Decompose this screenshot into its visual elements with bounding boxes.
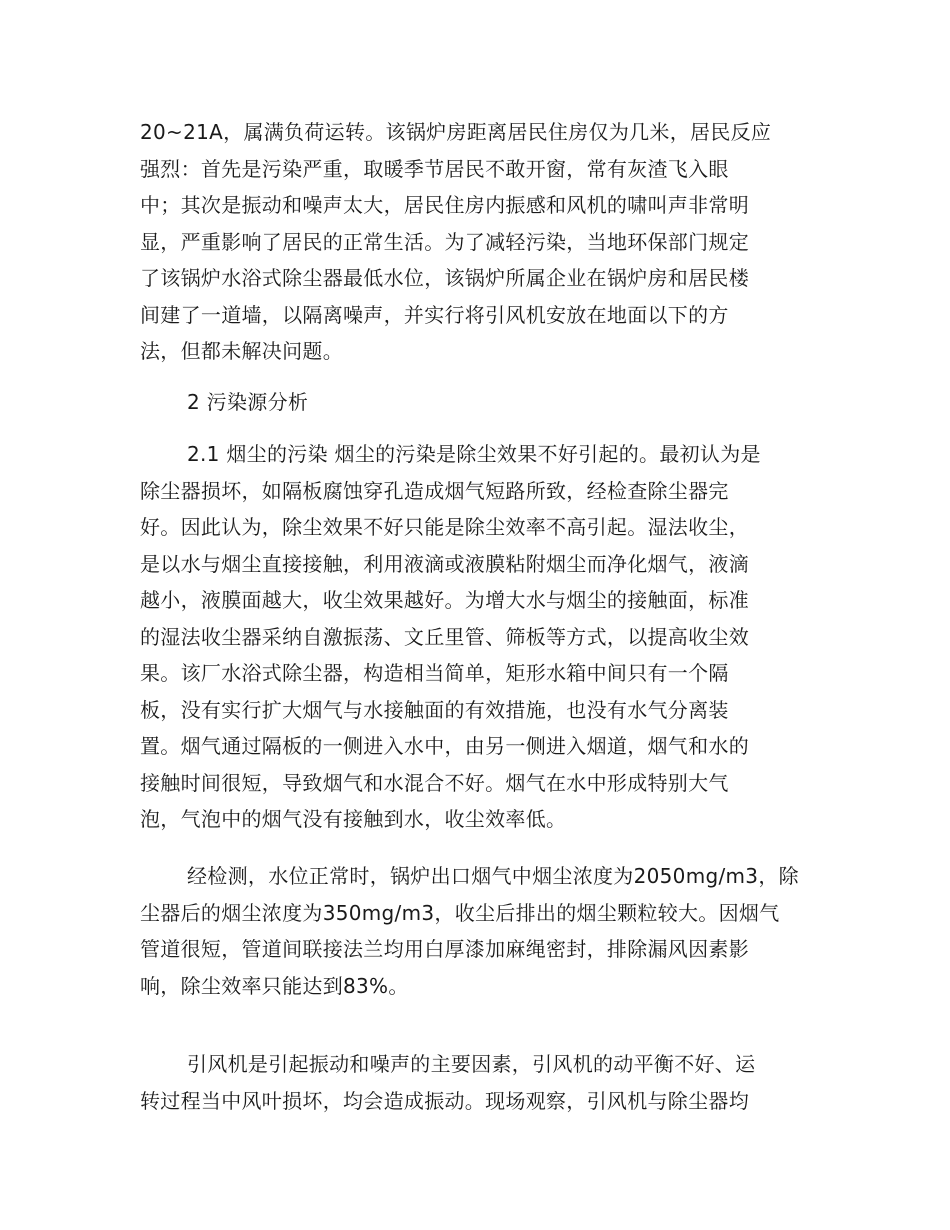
text-line: 经检测，水位正常时，锅炉出口烟气中烟尘浓度为2050mg/m3，除 — [187, 864, 799, 888]
text-line: 越小，液膜面越大，收尘效果越好。为增大水与烟尘的接触面，标准 — [140, 588, 749, 612]
text-line: 显，严重影响了居民的正常生活。为了减轻污染，当地环保部门规定 — [140, 229, 749, 254]
paragraph-boiler-situation — [140, 114, 820, 370]
text-line: 除尘器损坏，如隔板腐蚀穿孔造成烟气短路所致，经检查除尘器完 — [140, 478, 729, 503]
text-line: 法，但都未解决问题。 — [140, 339, 343, 363]
paragraph-measurement — [140, 858, 820, 1004]
text-line: 转过程当中风叶损坏，均会造成振动。现场观察，引风机与除尘器均 — [140, 1088, 749, 1113]
text-line: 管道很短，管道间联接法兰均用白厚漆加麻绳密封，排除漏风因素影 — [140, 937, 749, 961]
text-line: 20~21A，属满负荷运转。该锅炉房距离居民住房仅为几米，居民反应 — [140, 120, 772, 144]
paragraph-fan-vibration — [140, 1046, 820, 1119]
text-line: 2.1 烟尘的污染 烟尘的污染是除尘效果不好引起的。最初认为是 — [187, 442, 761, 466]
text-line: 的湿法收尘器采纳自激振荡、文丘里管、筛板等方式，以提高收尘效 — [140, 624, 749, 649]
text-line: 是以水与烟尘直接接触，利用液滴或液膜粘附烟尘而净化烟气，液滴 — [140, 551, 749, 576]
text-line: 泡，气泡中的烟气没有接触到水，收尘效率低。 — [140, 807, 567, 831]
text-line: 中；其次是振动和噪声太大，居民住房内振感和风机的啸叫声非常明 — [140, 193, 749, 217]
text-line: 置。烟气通过隔板的一侧进入水中，由另一侧进入烟道，烟气和水的 — [140, 734, 749, 758]
section-heading — [140, 384, 820, 421]
text-line: 强烈：首先是污染严重，取暖季节居民不敢开窗，常有灰渣飞入眼 — [140, 156, 729, 181]
heading-text: 2 污染源分析 — [187, 390, 309, 414]
text-line: 引风机是引起振动和噪声的主要因素，引风机的动平衡不好、运 — [187, 1052, 756, 1076]
paragraph-dust-pollution — [140, 436, 820, 838]
text-line: 尘器后的烟尘浓度为350mg/m3，收尘后排出的烟尘颗粒较大。因烟气 — [140, 900, 780, 925]
text-line: 接触时间很短，导致烟气和水混合不好。烟气在水中形成特别大气 — [140, 770, 729, 795]
text-line: 好。因此认为，除尘效果不好只能是除尘效率不高引起。湿法收尘， — [140, 515, 749, 539]
text-line: 间建了一道墙，以隔离噪声，并实行将引风机安放在地面以下的方 — [140, 302, 729, 327]
text-line: 板，没有实行扩大烟气与水接触面的有效措施，也没有水气分离装 — [140, 697, 729, 722]
text-line: 了该锅炉水浴式除尘器最低水位，该锅炉所属企业在锅炉房和居民楼 — [140, 266, 749, 290]
text-line: 响，除尘效率只能达到83%。 — [140, 973, 409, 998]
text-line: 果。该厂水浴式除尘器，构造相当简单，矩形水箱中间只有一个隔 — [140, 661, 729, 685]
